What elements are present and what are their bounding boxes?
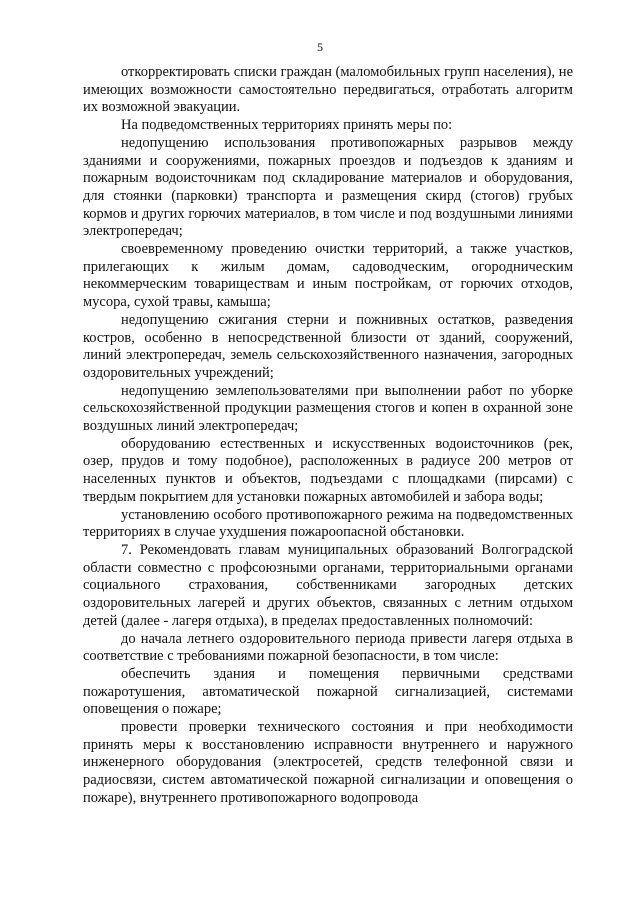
- paragraph-item-7: 7. Рекомендовать главам муниципальных образований Волгоградской области совместно с профсоюзными органами, территориальными органами социального страхования, собственниками загородных детских оздоровительных лагерей и других объектов, связанных с летним отдыхом детей (далее - лагеря отдыха), в пределах предоставленных полномочий:: [83, 541, 573, 629]
- paragraph-measures-intro: На подведомственных территориях принять меры по:: [121, 117, 453, 134]
- paragraph-water-sources: оборудованию естественных и искусственных водоисточников (рек, озер, прудов и тому подобное), расположенных в радиусе 200 метров от населенных пунктов и объектов, подъездами с площадками (пирсами) с твердым покрытием для установки пожарных автомобилей и забора воды;: [83, 435, 573, 505]
- paragraph-evacuation: откорректировать списки граждан (маломобильных групп населения), не имеющих возможности самостоятельно передвигаться, отработать алгоритм их возможной эвакуации.: [83, 64, 573, 116]
- paragraph-fire-regime: установлению особого противопожарного режима на подведомственных территориях в случае ухудшения пожароопасной обстановки.: [83, 506, 573, 541]
- page-number: 5: [317, 40, 323, 54]
- paragraph-firefighting-equipment: обеспечить здания и помещения первичными средствами пожаротушения, автоматической пожарной сигнализацией, системами оповещения о пожаре;: [83, 665, 573, 718]
- paragraph-camp-preparation: до начала летнего оздоровительного периода привести лагеря отдыха в соответствие с требованиями пожарной безопасности, в том числе:: [83, 630, 573, 665]
- paragraph-territory-cleaning: своевременному проведению очистки территорий, а также участков, прилегающих к жилым домам, садоводческим, огородническим некоммерческим товариществам и иным постройкам, от горючих отходов, мусора, сухой травы, камыша;: [83, 241, 573, 311]
- paragraph-technical-inspection: провести проверки технического состояния и при необходимости принять меры к восстановлению исправности внутреннего и наружного инженерного оборудования (электросетей, средств телефонной связи и радиосвязи, систем автоматической пожарной сигнализации и оповещения о пожаре), внутреннего противопожарного водопровода: [83, 719, 573, 806]
- paragraph-stubble-burning: недопущению сжигания стерни и пожнивных остатков, разведения костров, особенно в непосредственной близости от зданий, сооружений, линий электропередач, земель сельскохозяйственного назначения, загородных оздоровительных учреждений;: [83, 311, 573, 381]
- paragraph-fire-breaks: недопущению использования противопожарных разрывов между зданиями и сооружениями, пожарных проездов и подъездов к зданиям и пожарным водоисточникам под складирование материалов и оборудования, для стоянки (парковки) транспорта и размещения скирд (стогов) грубых кормов и других горючих материалов, в том числе и под воздушными линиями электропередач;: [83, 134, 573, 240]
- document-body: [83, 64, 573, 808]
- paragraph-haystacks: недопущению землепользователями при выполнении работ по уборке сельскохозяйственной продукции размещения стогов и копен в охранной зоне воздушных линий электропередач;: [83, 382, 573, 435]
